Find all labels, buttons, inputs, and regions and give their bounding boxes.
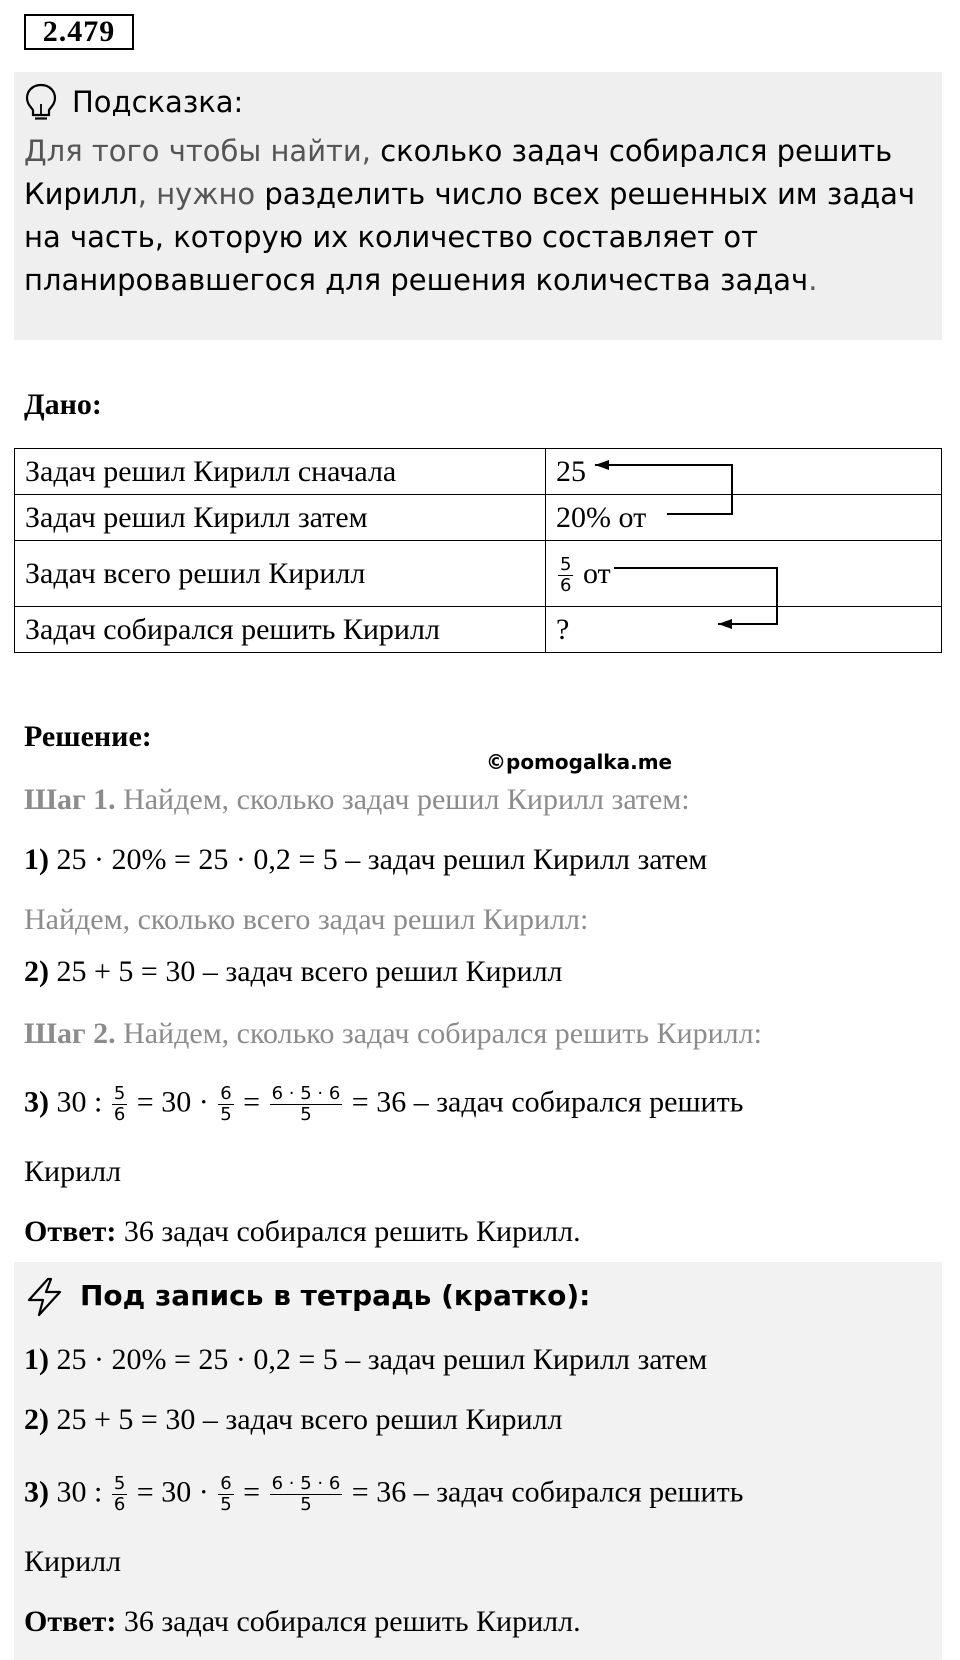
hint-text-plain: . xyxy=(808,263,818,297)
notes-answer-line: Ответ: 36 задач собирался решить Кирилл. xyxy=(24,1605,581,1638)
hint-text-emphasis: сколько задач собирался решить Кирилл xyxy=(24,134,893,211)
fraction: $\frac{5}{6}$ xyxy=(113,1473,126,1515)
fraction: $\frac{6 \cdot 5 \cdot 6}{5}$ xyxy=(271,1473,341,1515)
given-cell-name: Задач решил Кирилл затем xyxy=(15,495,546,541)
fraction: $\frac{6 \cdot 5 \cdot 6}{5}$ xyxy=(271,1083,341,1125)
lightning-icon xyxy=(24,1276,66,1318)
step-2-heading: Шаг 2. Найдем, сколько задач собирался решить Кирилл: xyxy=(24,1017,762,1050)
notes-line-3-continued: Кирилл xyxy=(24,1545,122,1578)
fraction: $\frac{5}{6}$ xyxy=(560,554,572,597)
given-cell-name: Задач собирался решить Кирилл xyxy=(15,607,546,653)
arrow-line xyxy=(595,465,732,514)
solution-label: Решение: xyxy=(24,720,152,753)
step-1-heading: Шаг 1. Найдем, сколько задач решил Кирилл затем: xyxy=(24,783,690,816)
given-cell-value: $\frac{5}{6}$ от xyxy=(546,541,942,607)
given-cell-name: Задач всего решил Кирилл xyxy=(15,541,546,607)
solution-line-2: 2) 25 + 5 = 30 – задач всего решил Кирилл xyxy=(24,955,563,988)
hint-text-plain: , нужно xyxy=(137,177,265,211)
given-cell-value: ? xyxy=(546,607,942,653)
notes-line-1: 1) 25 · 20% = 25 · 0,2 = 5 – задач решил Кирилл затем xyxy=(24,1343,708,1376)
given-cell-value: 20% от xyxy=(546,495,942,541)
solution-line-3: 3) 30 : $\frac{5}{6}$ = 30 · $\frac{6}{5}$ = $\frac{6 \cdot 5 \cdot 6}{5}$ = 36 – задач собирался решить xyxy=(24,1083,744,1125)
given-cell-value: 25 xyxy=(546,449,942,495)
arrow-head xyxy=(595,460,609,470)
notes-line-2: 2) 25 + 5 = 30 – задач всего решил Кирилл xyxy=(24,1403,563,1436)
notes-title: Под запись в тетрадь (кратко): xyxy=(80,1279,591,1312)
hint-text-plain: Для того чтобы найти, xyxy=(24,134,381,168)
solution-line-1: 1) 25 · 20% = 25 · 0,2 = 5 – задач решил Кирилл затем xyxy=(24,843,708,876)
notes-panel xyxy=(14,1262,942,1660)
answer-line: Ответ: 36 задач собирался решить Кирилл. xyxy=(24,1215,581,1248)
hint-text-emphasis: разделить число всех решенных им задач на часть, которую их количество составляет от планировавшегося для решения количества задач xyxy=(24,177,916,297)
hint-title: Подсказка: xyxy=(72,85,244,119)
fraction: $\frac{5}{6}$ xyxy=(113,1083,126,1125)
arrow-head xyxy=(718,619,732,629)
given-label: Дано: xyxy=(24,388,102,421)
notes-line-3: 3) 30 : $\frac{5}{6}$ = 30 · $\frac{6}{5}$ = $\frac{6 \cdot 5 \cdot 6}{5}$ = 36 – задач собирался решить xyxy=(24,1473,744,1515)
given-cell-name: Задач решил Кирилл сначала xyxy=(15,449,546,495)
solution-line-3-continued: Кирилл xyxy=(24,1155,122,1188)
problem-number: 2.479 xyxy=(24,14,134,50)
arrow-line xyxy=(614,568,777,624)
fraction: $\frac{6}{5}$ xyxy=(220,1473,232,1515)
find-total-heading: Найдем, сколько всего задач решил Кирилл: xyxy=(24,903,589,936)
watermark: ©pomogalka.me xyxy=(486,750,673,774)
relation-arrows xyxy=(0,0,960,700)
fraction: $\frac{6}{5}$ xyxy=(220,1083,232,1125)
